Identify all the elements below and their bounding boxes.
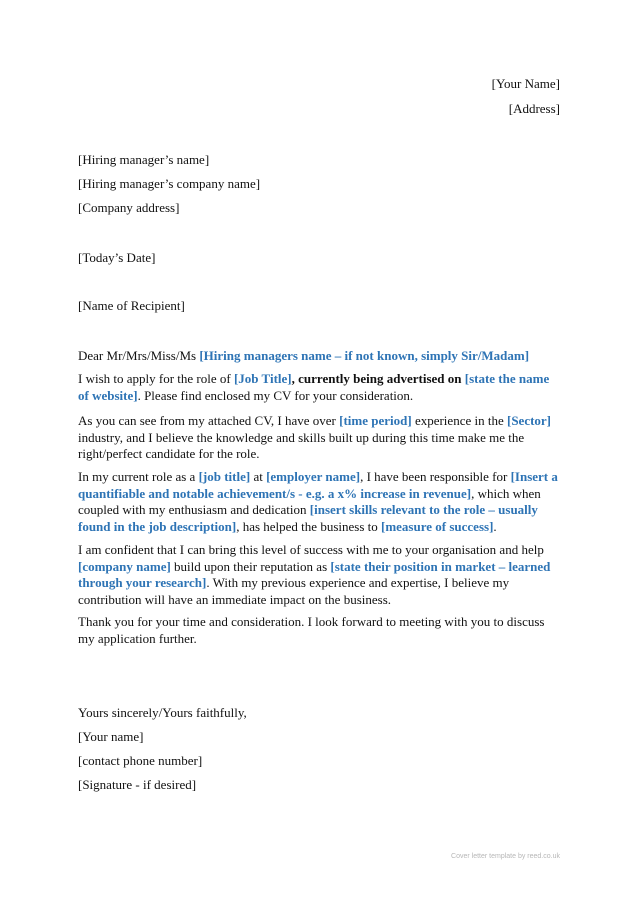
- salutation: [78, 348, 529, 364]
- achievement-placeholder: [Insert a quantifiable and notable achievement/s - e.g. a x% increase in revenue]: [78, 469, 558, 501]
- paragraph-text: I wish to apply for the role of: [78, 371, 234, 386]
- sender-name: [Your Name]: [491, 76, 560, 91]
- recipient-name: [Name of Recipient]: [78, 298, 185, 313]
- paragraph-current-role: [78, 469, 562, 535]
- footer-watermark: Cover letter template by reed.co.uk: [451, 853, 560, 860]
- closing-phone: [contact phone number]: [78, 753, 203, 768]
- paragraph-text: As you can see from my attached CV, I have over: [78, 413, 340, 428]
- paragraph-text: In my current role as a: [78, 469, 199, 484]
- company-name-placeholder: [company name]: [78, 558, 171, 574]
- paragraph-confidence: [78, 542, 562, 608]
- current-job-title-placeholder: [job title]: [198, 469, 251, 484]
- paragraph-text: , currently being advertised on: [291, 371, 465, 386]
- paragraph-text: . Please find enclosed my CV for your consideration.: [137, 387, 414, 403]
- salutation-prefix: Dear Mr/Mrs/Miss/Ms: [78, 348, 200, 363]
- sector-placeholder: [Sector]: [506, 413, 552, 428]
- paragraph-text: build upon their reputation as: [170, 558, 331, 574]
- skills-placeholder: [insert skills relevant to the role – usually found in the job description]: [78, 502, 538, 534]
- paragraph-text: , which when coupled with my enthusiasm and dedication: [78, 485, 541, 517]
- hiring-manager-name: [Hiring manager’s name]: [78, 152, 210, 167]
- paragraph-text: , has helped the business to: [236, 518, 381, 534]
- company-address: [Company address]: [78, 200, 180, 215]
- paragraph-text: at: [250, 469, 267, 484]
- paragraph-text: .: [493, 518, 497, 534]
- hiring-manager-company: [Hiring manager’s company name]: [78, 176, 261, 191]
- letter-date: [Today’s Date]: [78, 250, 156, 265]
- job-title-placeholder: [Job Title]: [233, 371, 292, 386]
- employer-name-placeholder: [employer name]: [266, 469, 361, 484]
- paragraph-text: , I have been responsible for: [360, 469, 511, 484]
- paragraph-thanks: Thank you for your time and consideration. I look forward to meeting with you to discuss my application further.: [78, 614, 545, 646]
- closing-signature: [Signature - if desired]: [78, 777, 197, 792]
- paragraph-text: experience in the: [411, 413, 507, 428]
- sender-address: [Address]: [508, 101, 560, 116]
- paragraph-text: I am confident that I can bring this level of success with me to your organisation and help: [78, 542, 544, 557]
- website-placeholder: [state the name of website]: [78, 371, 550, 403]
- closing-your-name: [Your name]: [78, 729, 144, 744]
- paragraph-experience: [78, 413, 562, 463]
- market-position-placeholder: [state their position in market – learned through your research]: [78, 558, 551, 590]
- paragraph-application: [78, 371, 562, 404]
- time-period-placeholder: [time period]: [339, 413, 412, 428]
- success-measure-placeholder: [measure of success]: [381, 518, 494, 534]
- paragraph-text: industry, and I believe the knowledge and skills built up during this time make me the right/perfect candidate for the role.: [78, 429, 525, 461]
- closing-signoff: Yours sincerely/Yours faithfully,: [78, 705, 247, 720]
- salutation-placeholder: [Hiring managers name – if not known, simply Sir/Madam]: [199, 348, 530, 363]
- paragraph-text: . With my previous experience and expertise, I believe my contribution will have an immediate impact on the business.: [78, 575, 510, 607]
